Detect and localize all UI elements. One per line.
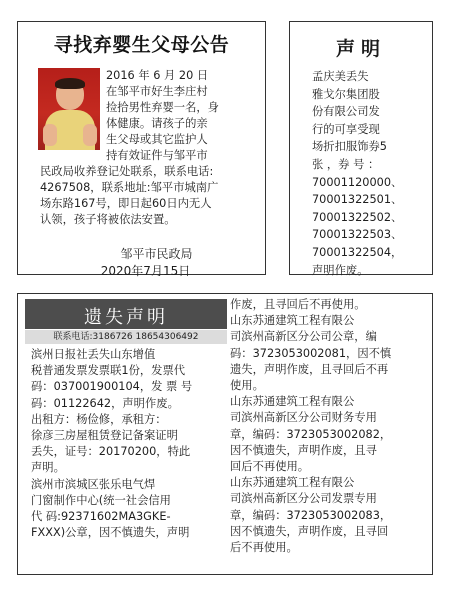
notice-title-banner — [25, 299, 227, 329]
child-photo — [38, 68, 100, 150]
text-line: 后不再使用。 — [230, 541, 298, 555]
text-line: 70001322501、 — [312, 193, 403, 207]
text-line: 生父母或其它监护人 — [106, 133, 208, 147]
text-line: 4267508，联系地址:邹平市城南广 — [40, 181, 219, 195]
notice-date: 2020年7月15日 — [100, 264, 191, 278]
notice-signer: 邹平市民政局 — [120, 247, 193, 261]
text-line: FXXX)公章，因不慎遗失，声明 — [31, 526, 190, 540]
text-line: 丢失，证号：20170200，特此 — [31, 445, 191, 459]
text-line: 在邹平市好生李庄村 — [106, 85, 208, 99]
text-line: 使用。 — [230, 379, 264, 393]
photo-hair — [55, 78, 85, 89]
photo-arm — [43, 124, 57, 146]
notice-body — [312, 68, 402, 279]
text-line: 税普通发票发票联1份，发票代 — [31, 364, 186, 378]
text-line: 章，编码：3723053002083， — [230, 508, 392, 522]
text-line: 山东苏通建筑工程有限公 — [230, 395, 355, 409]
statement-notice — [289, 21, 433, 275]
text-line: 滨州市滨城区张乐电气焊 — [31, 477, 156, 491]
text-line: 雅戈尔集团股 — [312, 87, 380, 101]
notice-body-full — [40, 164, 218, 228]
text-line: 司滨州高新区分公司公章，编 — [230, 330, 377, 344]
contact-phone: 联系电话:3186726 18654306492 — [25, 330, 227, 344]
notice-title: 声明 — [335, 38, 386, 60]
text-line: 份有限公司发 — [312, 105, 380, 119]
photo-arm — [83, 124, 97, 146]
text-line: 70001120000、 — [312, 175, 403, 189]
text-line: 码：01122642，声明作废。 — [31, 396, 179, 410]
text-line: 因不慎遗失，声明作废，且寻回 — [230, 524, 389, 538]
text-line: 遗失，声明作废，且寻回后不再 — [230, 362, 389, 376]
text-line: 70001322502、 — [312, 210, 403, 224]
text-line: 70001322504， — [312, 245, 403, 259]
notice-body-right — [106, 68, 219, 165]
text-line: 代 码:92371602MA3GKE- — [31, 510, 171, 524]
text-line: 滨州日报社丢失山东增值 — [31, 348, 156, 361]
text-line: 码：3723053002081，因不慎 — [230, 346, 392, 360]
text-line: 认领，孩子将被依法安置。 — [40, 213, 176, 227]
text-line: 民政局收养登记处联系，联系电话: — [40, 165, 214, 178]
text-line: 张 ，券 号 ： — [312, 157, 380, 171]
text-line: 捡拾男性弃婴一名，身 — [106, 101, 219, 115]
text-line: 场东路167号，即日起60日内无人 — [40, 197, 212, 211]
lost-notice — [17, 293, 433, 575]
notice-body-left — [31, 347, 192, 541]
text-line: 因不慎遗失，声明作废，且寻 — [230, 443, 377, 457]
text-line: 行的可享受现 — [312, 122, 380, 136]
text-line: 徐彦三房屋租赁登记备案证明 — [31, 429, 178, 443]
text-line: 码：037001900104，发 票 号 — [31, 380, 193, 394]
text-line: 70001322503、 — [312, 228, 403, 242]
text-line: 司滨州高新区分公司发票专用 — [230, 492, 377, 506]
notice-body-right — [230, 297, 391, 556]
notice-title: 寻找弃婴生父母公告 — [53, 34, 230, 56]
notice-title: 遗失声明 — [84, 307, 168, 328]
text-line: 体健康。请孩子的亲 — [106, 117, 208, 131]
text-line: 门窗制作中心(统一社会信用 — [31, 493, 171, 507]
text-line: 回后不再使用。 — [230, 460, 310, 474]
text-line: 山东苏通建筑工程有限公 — [230, 476, 355, 490]
text-line: 持有效证件与邹平市 — [106, 149, 208, 163]
text-line: 司滨州高新区分公司财务专用 — [230, 411, 377, 425]
text-line: 章，编码：3723053002082， — [230, 427, 392, 441]
text-line: 孟庆美丢失 — [312, 70, 369, 83]
foundling-notice — [17, 21, 266, 278]
text-line: 2016 年 6 月 20 日 — [106, 69, 209, 82]
text-line: 出租方：杨俭修，承租方： — [31, 412, 167, 426]
text-line: 场折扣服饰券5 — [312, 140, 387, 154]
text-line: 声明。 — [31, 461, 65, 475]
text-line: 声明作废。 — [312, 263, 369, 277]
text-line: 山东苏通建筑工程有限公 — [230, 314, 355, 328]
text-line: 作废，且寻回后不再使用。 — [230, 298, 366, 311]
